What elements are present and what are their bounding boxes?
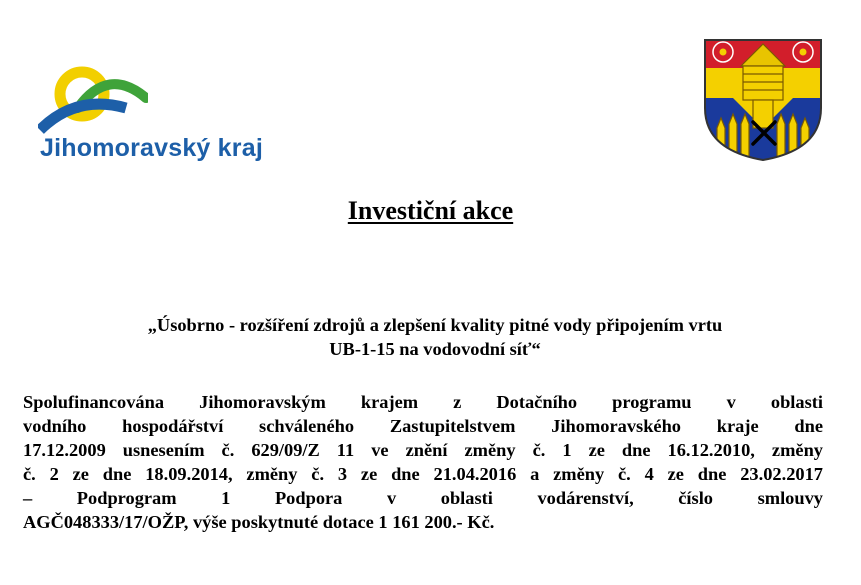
project-name-line-1: „Úsobrno - rozšíření zdrojů a zlepšení kvality pitné vody připojením vrtu xyxy=(147,315,723,335)
page-title-text: Investiční akce xyxy=(347,196,514,225)
funding-paragraph xyxy=(23,390,823,534)
kraj-logo-arcs-icon xyxy=(38,58,148,136)
paragraph-line: 17.12.2009 usnesením č. 629/09/Z 11 ve znění změny č. 1 ze dne 16.12.2010, změny xyxy=(23,440,823,460)
project-name xyxy=(40,313,830,361)
paragraph-line: vodního hospodářství schváleného Zastupitelstvem Jihomoravského kraje dne xyxy=(23,416,823,436)
project-name-line-2: UB-1-15 na vodovodní síť“ xyxy=(329,339,541,359)
paragraph-line: č. 2 ze dne 18.09.2014, změny č. 3 ze dne 21.04.2016 a změny č. 4 ze dne 23.02.2017 xyxy=(23,464,823,484)
coat-of-arms-icon xyxy=(703,38,823,162)
jihomoravsky-kraj-logo xyxy=(38,58,298,170)
paragraph-line: Spolufinancována Jihomoravským krajem z Dotačního programu v oblasti xyxy=(23,392,823,412)
paragraph-line: – Podprogram 1 Podpora v oblasti vodárenství, číslo smlouvy xyxy=(23,488,823,508)
logo-text: Jihomoravský kraj xyxy=(40,134,263,162)
page-title xyxy=(0,196,861,226)
paragraph-line: AGČ048333/17/OŽP, výše poskytnuté dotace 1 161 200.- Kč. xyxy=(23,512,495,532)
